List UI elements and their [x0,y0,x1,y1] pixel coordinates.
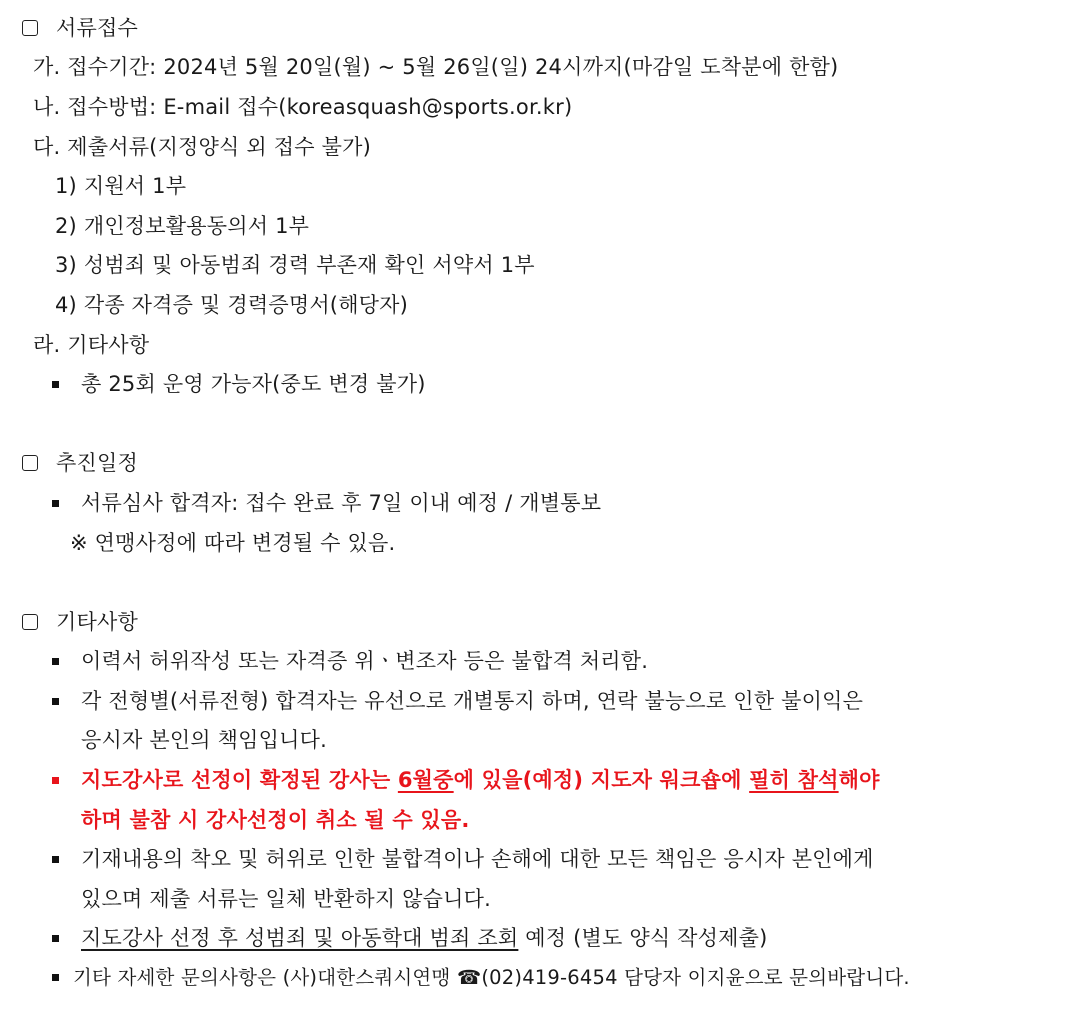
docs-method: 나. 접수방법: E-mail 접수(koreasquash@sports.or.kr) [33,95,573,119]
misc-item-4-cont: 있으며 제출 서류는 일체 반환하지 않습니다. [81,887,491,911]
misc-item-3: 지도강사로 선정이 확정된 강사는 6월중에 있을(예정) 지도자 워크숍에 필히 참석해야 [52,765,880,795]
section-heading-misc: 기타사항 [22,607,138,637]
misc-item-3-cont: 하며 불참 시 강사선정이 취소 될 수 있음. [81,808,470,832]
misc-item-2: 각 전형별(서류전형) 합격자는 유선으로 개별통지 하며, 연락 불능으로 인한 불이익은 [52,686,863,716]
bullet-icon [52,856,59,863]
section-heading-docs: 서류접수 [22,13,138,43]
bullet-icon [52,500,59,507]
docs-item: 4) 각종 자격증 및 경력증명서(해당자) [55,293,409,317]
schedule-item: 서류심사 합격자: 접수 완료 후 7일 이내 예정 / 개별통보 [52,488,601,518]
schedule-note: ※ 연맹사정에 따라 변경될 수 있음. [70,531,396,555]
docs-etc-item: 총 25회 운영 가능자(중도 변경 불가) [52,369,426,399]
docs-item: 2) 개인정보활용동의서 1부 [55,214,310,238]
bullet-icon [52,777,59,784]
bullet-icon [52,935,59,942]
misc-item-1: 이력서 허위작성 또는 자격증 위ㆍ변조자 등은 불합격 처리함. [52,646,648,676]
misc-item-2-cont: 응시자 본인의 책임입니다. [81,728,327,752]
misc-item-5: 지도강사 선정 후 성범죄 및 아동학대 범죄 조회 예정 (별도 양식 작성제출) [52,923,768,953]
checkbox-icon [22,20,38,36]
bullet-icon [52,381,59,388]
misc-item-6: 기타 자세한 문의사항은 (사)대한스쿼시연맹 ☎(02)419-6454 담당자 이지윤으로 문의바랍니다. [52,963,910,993]
checkbox-icon [22,614,38,630]
checkbox-icon [22,455,38,471]
bullet-icon [52,658,59,665]
docs-item: 1) 지원서 1부 [55,174,187,198]
docs-item: 3) 성범죄 및 아동범죄 경력 부존재 확인 서약서 1부 [55,253,535,277]
docs-etc-title: 라. 기타사항 [33,333,150,357]
bullet-icon [52,698,59,705]
bullet-icon [52,974,59,981]
section-heading-schedule: 추진일정 [22,448,138,478]
misc-item-4: 기재내용의 착오 및 허위로 인한 불합격이나 손해에 대한 모든 책임은 응시자 본인에게 [52,844,874,874]
docs-period: 가. 접수기간: 2024년 5월 20일(월) ~ 5월 26일(일) 24시까지(마감일 도착분에 한함) [33,55,839,79]
docs-submit-title: 다. 제출서류(지정양식 외 접수 불가) [33,135,371,159]
